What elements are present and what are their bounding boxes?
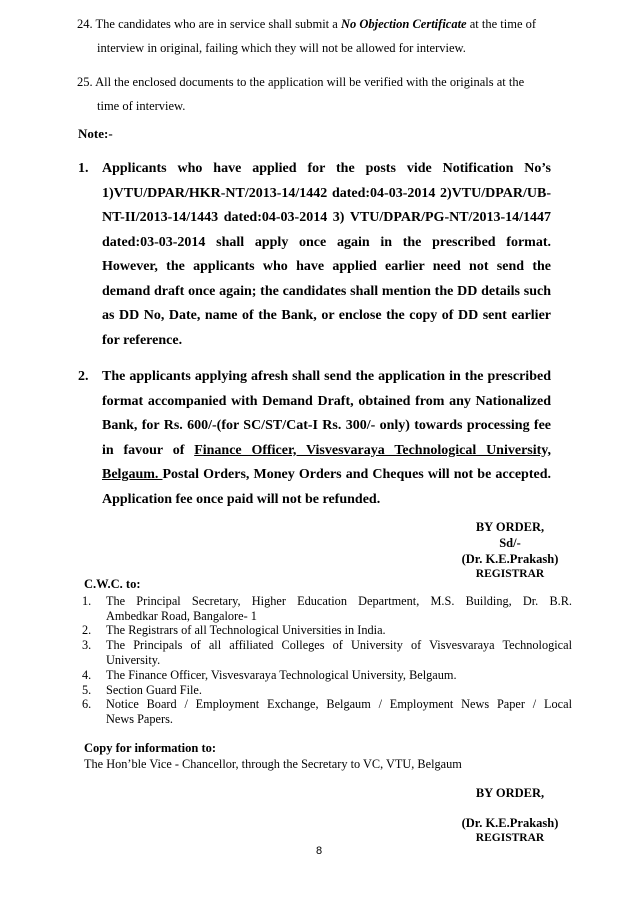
signature-block-1: BY ORDER, Sd/- (Dr. K.E.Prakash) REGISTRAR: [440, 519, 580, 581]
page-number: 8: [316, 845, 323, 857]
note-1: Applicants who have applied for the posts vide Notification No’s 1)VTU/DPAR/HKR-NT/2013-14/1442 dated:04-03-2014 2)VTU/DPAR/UB- NT-II/2013-14/1443 dated:04-03-2014 3) VTU/DPAR/PG-NT/2013-14/1447 dated:03-03-2014 shall apply once again in the prescribed format. However, the applicants who have applied earlier need not send the demand draft once again; the candidates shall mention the DD details such as DD No, Date, name of the Bank, or enclose the copy of DD sent earlier for reference.: [102, 161, 551, 348]
item-25: 25. All the enclosed documents to the application will be verified with the originals at the time of interview.: [77, 75, 525, 113]
list-item: 1. The Principal Secretary, Higher Education Department, M.S. Building, Dr. B.R. Ambedkar Road, Bangalore- 1: [82, 594, 572, 623]
copy-heading: Copy for information to:: [84, 741, 217, 755]
registrar-name: (Dr. K.E.Prakash): [461, 816, 559, 830]
signature-block-2: BY ORDER, (Dr. K.E.Prakash) REGISTRAR: [440, 785, 580, 845]
noc-emphasis: No Objection Certificate: [340, 17, 467, 31]
note-2-number: 2.: [78, 369, 89, 384]
note-1-number: 1.: [78, 161, 89, 176]
cwc-heading: C.W.C. to:: [84, 577, 141, 591]
item-24: 24. The candidates who are in service shall submit a No Objection Certificate at the time of interview in original, failing which they will not be allowed for interview.: [77, 17, 537, 55]
note-heading: Note:-: [78, 126, 113, 141]
item-number: 24.: [77, 17, 93, 31]
payee-name: Finance Officer, Visvesvaraya Technological University,: [194, 442, 552, 458]
item-number: 25.: [77, 75, 93, 89]
note-2: The applicants applying afresh shall send the application in the prescribed format accompanied with Demand Draft, obtained from any Nationalized Bank, for Rs. 600/-(for SC/ST/Cat-I Rs. 300/- only) towards processing fee in favour of Finance Officer, Visvesvaraya Technological University, Belgaum. Postal Orders, Money Orders and Cheques will not be accepted. Application fee once paid will not be refunded.: [102, 369, 552, 507]
copy-recipient: The Hon’ble Vice - Chancellor, through the Secretary to VC, VTU, Belgaum: [84, 757, 462, 771]
registrar-name: (Dr. K.E.Prakash): [461, 552, 559, 566]
